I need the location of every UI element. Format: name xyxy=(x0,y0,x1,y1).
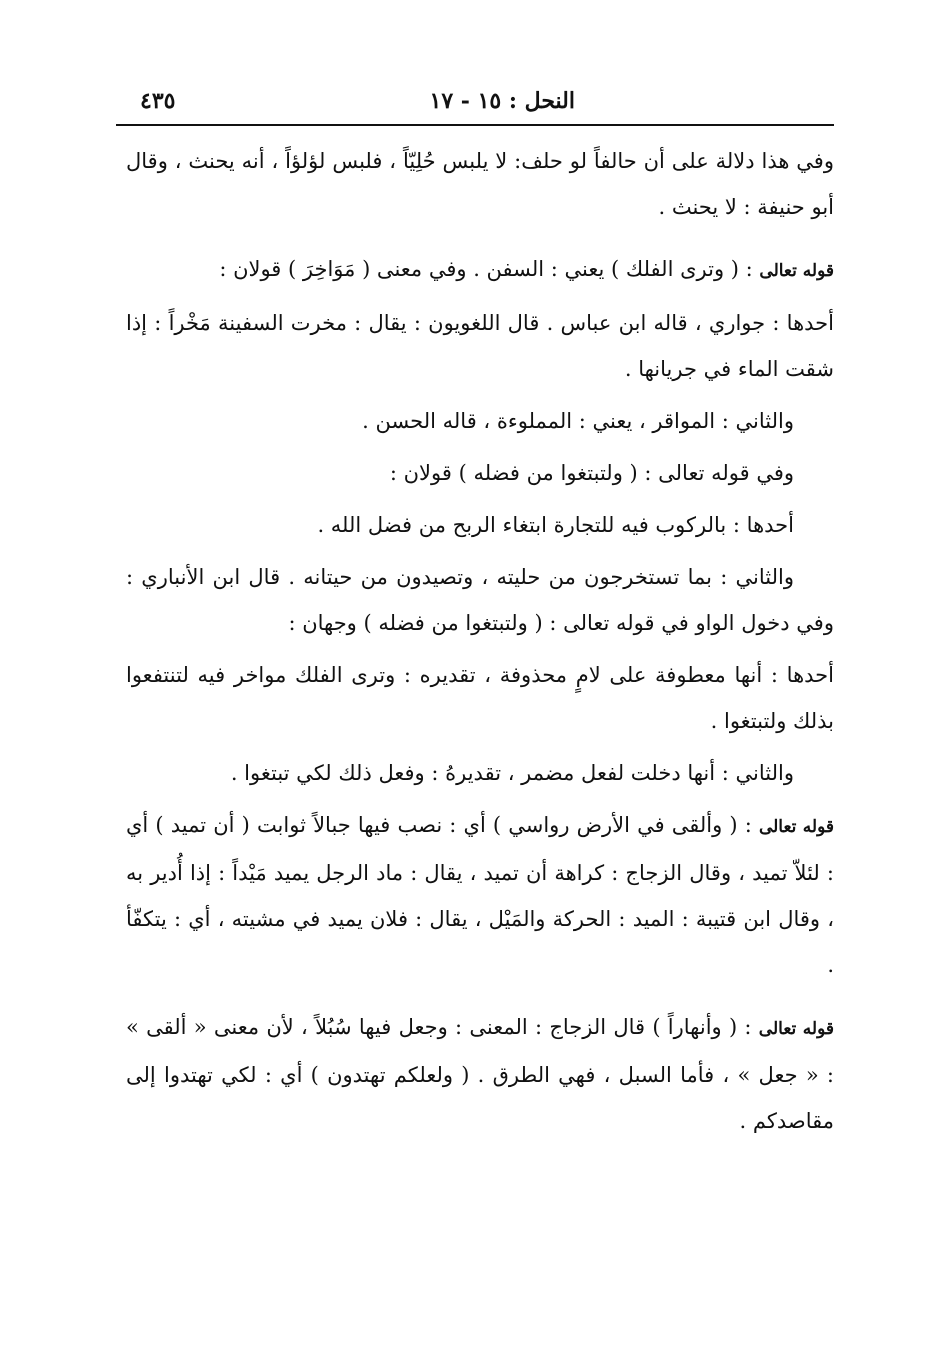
body-text xyxy=(126,138,834,1150)
paragraph-text: أحدها : أنها معطوفة على لامٍ محذوفة ، تقديره : وترى الفلك مواخر فيه لتنتفعوا بذلك ولتبتغوا . xyxy=(126,663,834,733)
paragraph-lead: قوله تعالى xyxy=(759,261,834,281)
paragraph xyxy=(126,554,834,646)
paragraph-lead: قوله تعالى xyxy=(758,1019,834,1039)
paragraph-text: وفي هذا دلالة على أن حالفاً لو حلف: لا يلبس حُلِيّاً ، فلبس لؤلؤاً ، أنه يحنث ، وقال أبو حنيفة : لا يحنث . xyxy=(126,149,834,219)
paragraph xyxy=(126,450,834,496)
paragraph-text: : ( وترى الفلك ) يعني : السفن . وفي معنى ( مَوَاخِرَ ) قولان : xyxy=(219,257,753,281)
paragraph xyxy=(126,652,834,744)
running-title: النحل : ١٥ - ١٧ xyxy=(429,88,575,114)
paragraph-text: أحدها : بالركوب فيه للتجارة ابتغاء الربح من فضل الله . xyxy=(317,513,794,537)
paragraph-text: وفي قوله تعالى : ( ولتبتغوا من فضله ) قولان : xyxy=(389,461,794,485)
paragraph-text: : ( وأنهاراً ) قال الزجاج : المعنى : وجعل فيها سُبُلاً ، لأن معنى « ألقى » : « جعل » ، فأما السبل ، فهي الطرق . ( ولعلكم تهتدون ) أي : لكي تهتدوا إلى مقاصدكم . xyxy=(126,1015,834,1133)
page-number: ٤٣٥ xyxy=(140,88,176,114)
paragraph xyxy=(126,246,834,294)
page-header xyxy=(120,82,830,122)
paragraph-text: : ( وألقى في الأرض رواسي ) أي : نصب فيها جبالاً ثوابت ( أن تميد ) أي : لئلاّ تميد ، وقال الزجاج : كراهة أن تميد ، يقال : ماد الرجل يميد مَيْداً : إذا أُدير به ، وقال ابن قتيبة : الميد : الحركة والمَيْل ، يقال : فلان يميد في مشيته ، أي : يتكفّأ . xyxy=(126,813,834,977)
paragraph-text: والثاني : أنها دخلت لفعل مضمر ، تقديرهُ : وفعل ذلك لكي تبتغوا . xyxy=(230,761,794,785)
paragraph xyxy=(126,502,834,548)
header-rule xyxy=(116,124,834,126)
paragraph xyxy=(126,750,834,796)
paragraph-text: والثاني : بما تستخرجون من حليته ، وتصيدون من حيتانه . قال ابن الأنباري : وفي دخول الواو في قوله تعالى : ( ولتبتغوا من فضله ) وجهان : xyxy=(126,565,834,635)
paragraph xyxy=(126,1004,834,1144)
paragraph-text: والثاني : المواقر ، يعني : المملوءة ، قاله الحسن . xyxy=(362,409,794,433)
paragraph xyxy=(126,802,834,988)
paragraph-lead: قوله تعالى xyxy=(758,817,834,837)
paragraph xyxy=(126,138,834,230)
paragraph-text: أحدها : جواري ، قاله ابن عباس . قال اللغويون : يقال : مخرت السفينة مَخْراً : إذا شقت الماء في جريانها . xyxy=(126,311,834,381)
paragraph xyxy=(126,300,834,392)
paragraph xyxy=(126,398,834,444)
